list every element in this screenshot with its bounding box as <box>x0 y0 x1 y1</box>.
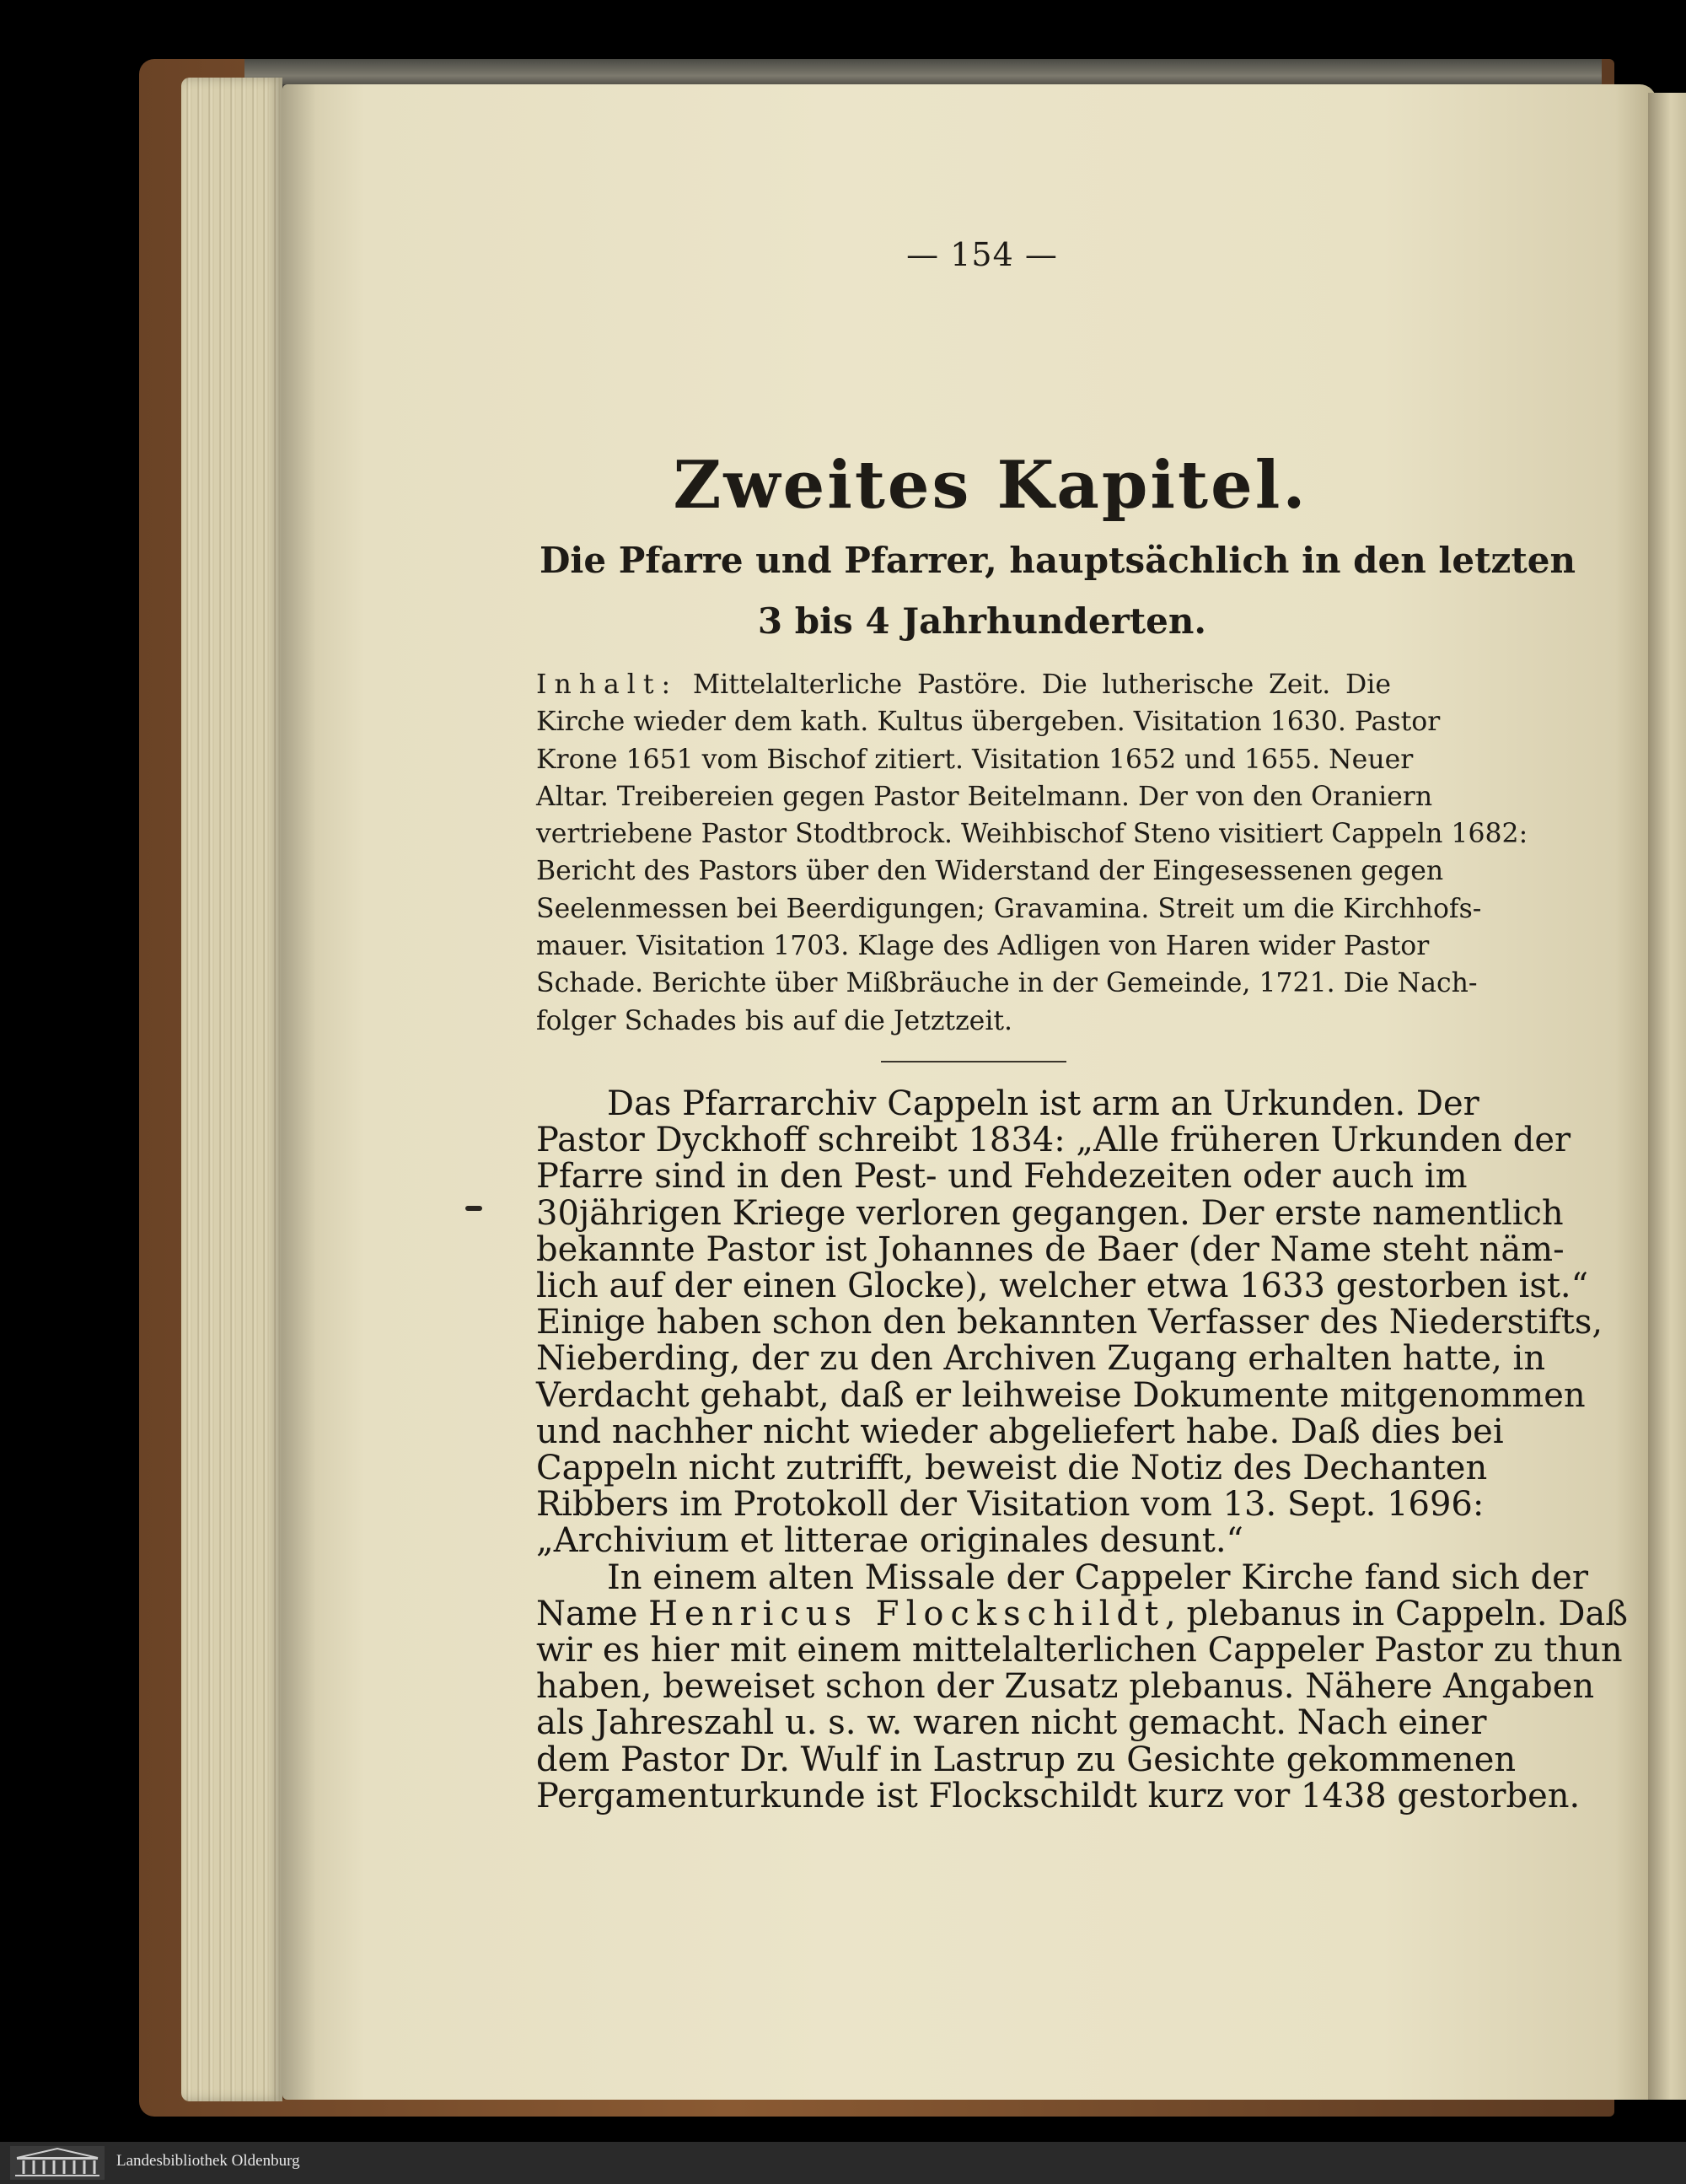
summary-line: Schade. Berichte über Mißbräuche in der Gemeinde, 1721. Die Nach- <box>536 968 1478 999</box>
summary-line: Krone 1651 vom Bischof zitiert. Visitation 1652 und 1655. Neuer <box>536 744 1414 775</box>
body-line: dem Pastor Dr. Wulf in Lastrup zu Gesichte gekommenen <box>536 1740 1517 1779</box>
page-edges <box>181 78 282 2101</box>
page-number <box>0 236 1686 273</box>
summary-label: Inhalt: <box>536 670 679 700</box>
body-line: Das Pfarrarchiv Cappeln ist arm an Urkunden. Der <box>607 1084 1479 1123</box>
body-line: Pastor Dyckhoff schreibt 1834: „Alle früheren Urkunden der <box>536 1121 1571 1160</box>
summary-line: folger Schades bis auf die Jetztzeit. <box>536 1005 1013 1036</box>
body-line-text: , plebanus in Cappeln. Daß <box>1165 1594 1628 1633</box>
body-line: Verdacht gehabt, daß er leihweise Dokumente mitgenommen <box>536 1375 1586 1415</box>
chapter-subtitle-line-1: Die Pfarre und Pfarrer, hauptsächlich in den letzten <box>540 540 1576 581</box>
body-line: Cappeln nicht zutrifft, beweist die Notiz des Dechanten <box>536 1449 1488 1488</box>
summary-line: mauer. Visitation 1703. Klage des Adligen von Haren wider Pastor <box>536 931 1430 962</box>
summary-line: vertriebene Pastor Stodtbrock. Weihbischof Steno visitiert Cappeln 1682: <box>536 819 1528 850</box>
body-line: lich auf der einen Glocke), welcher etwa 1633 gestorben ist.“ <box>536 1267 1589 1306</box>
library-name: Landesbibliothek Oldenburg <box>116 2152 300 2170</box>
margin-mark <box>465 1206 482 1211</box>
emphasized-name: Henricus Flockschildt <box>648 1594 1166 1633</box>
body-line-text: Name <box>536 1594 649 1633</box>
body-line: bekannte Pastor ist Johannes de Baer (der Name steht näm- <box>536 1229 1565 1269</box>
summary-line-text: Mittelalterliche Pastöre. Die lutherische Zeit. Die <box>692 670 1391 700</box>
body-line: Pfarre sind in den Pest- und Fehdezeiten oder auch im <box>536 1157 1468 1197</box>
summary-line: Kirche wieder dem kath. Kultus übergeben. Visitation 1630. Pastor <box>536 707 1441 738</box>
body-line: Einige haben schon den bekannten Verfasser des Niederstifts, <box>536 1303 1603 1342</box>
body-line <box>536 1594 1628 1633</box>
body-line: Ribbers im Protokoll der Visitation vom 13. Sept. 1696: <box>536 1485 1485 1525</box>
page-number-text: — 154 — <box>906 236 1058 273</box>
body-line: 30jährigen Kriege verloren gegangen. Der erste namentlich <box>536 1193 1564 1233</box>
gutter-shadow <box>282 84 316 2100</box>
body-line: und nachher nicht wieder abgeliefert habe. Daß dies bei <box>536 1412 1504 1451</box>
body-line: als Jahreszahl u. s. w. waren nicht gemacht. Nach einer <box>536 1703 1487 1743</box>
viewer-footer <box>0 2142 1686 2184</box>
body-line: Nieberding, der zu den Archiven Zugang erhalten hatte, in <box>536 1339 1546 1379</box>
body-line: haben, beweiset schon der Zusatz plebanus. Nähere Angaben <box>536 1667 1595 1707</box>
chapter-summary <box>536 666 1528 1040</box>
summary-line: Seelenmessen bei Beerdigungen; Gravamina. Streit um die Kirchhofs- <box>536 893 1482 924</box>
summary-line <box>536 666 1391 703</box>
body-line: Pergamenturkunde ist Flockschildt kurz vor 1438 gestorben. <box>536 1776 1581 1816</box>
library-building-icon <box>10 2146 105 2180</box>
chapter-subtitle-line-2 <box>0 600 1686 642</box>
body-text <box>536 1084 1628 1816</box>
chapter-title <box>0 447 1686 524</box>
chapter-subtitle-line-2-text: 3 bis 4 Jahrhunderten. <box>757 600 1207 642</box>
body-line: „Archivium et litterae originales desunt.“ <box>536 1521 1243 1561</box>
chapter-title-text: Zweites Kapitel. <box>673 447 1308 524</box>
body-line: wir es hier mit einem mittelalterlichen Cappeler Pastor zu thun <box>536 1631 1623 1670</box>
section-divider <box>881 1061 1066 1062</box>
body-line: In einem alten Missale der Cappeler Kirche fand sich der <box>607 1557 1588 1597</box>
summary-line: Bericht des Pastors über den Widerstand der Eingesessenen gegen <box>536 856 1444 887</box>
next-page-edge <box>1648 93 1686 2100</box>
summary-line: Altar. Treibereien gegen Pastor Beitelmann. Der von den Oraniern <box>536 781 1433 812</box>
